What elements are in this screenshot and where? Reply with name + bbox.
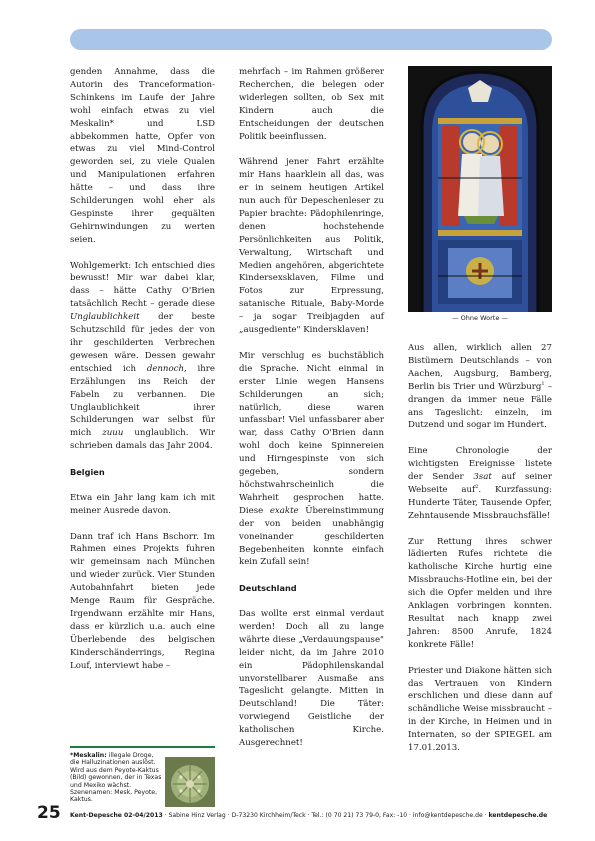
paragraph: Mir verschlug es buchstäblich die Sprache. Nicht einmal in erster Linie wegen Hansens Schilderungen an sich; natürlich, diese waren unfassbar! Viel unfassbarer aber war, dass Cathy O'Brien dann wohl doch keine Spinnereien und Hirngespinste von sich gegeben, sondern höchstwahrscheinlich die Wahrheit gesprochen hatte. Diese exakte Übereinstimmung der von beiden unabhängig voneinander geschilderten Begebenheiten konnte einfach kein Zufall sein! [239, 350, 384, 568]
paragraph: Das wollte erst einmal verdaut werden! Doch all zu lange währte diese „Verdauungspause" leider nicht, da im Jahre 2010 ein Pädophilenskandal unvorstellbarer Ausmaße ans Tageslicht gelangte. Mitten in Deutschland! Die Täter: vorwiegend Geistliche der katholischen Kirche. Ausgerechnet! [239, 609, 384, 749]
stained-glass-window-image [408, 66, 552, 312]
footnote-text: *Meskalin: illegale Droge, die Halluzinationen auslöst. Wird aus dem Peyote-Kaktus (Bild) gewonnen, der in Texas und Mexiko wächst. Szenenamen: Mesk, Peyote, Kaktus. [70, 752, 162, 804]
page-number: 25 [37, 803, 61, 823]
paragraph: Zur Rettung ihres schwer lädierten Rufes richtete die katholische Kirche hurtig eine Missbrauchs-Hotline ein, bei der sich die Opfer melden und ihre Anklagen vorbringen konnten. Resultat nach knapp zwei Jahren: 8500 Anrufe, 1824 konkrete Fälle! [408, 536, 552, 650]
footer-imprint: Kent-Depesche 02-04/2013 · Sabine Hinz Verlag · D-73230 Kirchheim/Teck · Tel.: (0 70 21) 73 79-0, Fax: -10 · info@kentdepesche.de · kentdepesche.de [70, 812, 548, 819]
section-heading-belgien: Belgien [70, 467, 105, 478]
image-caption: — Ohne Worte — [452, 314, 508, 322]
peyote-cactus-image [165, 757, 215, 807]
paragraph: Dann traf ich Hans Bschorr. Im Rahmen eines Projekts fuhren wir gemeinsam nach München und wieder zurück. Vier Stunden Autobahnfahrt bieten jede Menge Raum für Gespräche. Irgendwann erzählte mir Hans, dass er kürzlich u.a. auch eine Überlebende des belgischen Kinderschänderrings, Regina Louf, interviewt habe – [70, 531, 215, 671]
column-1 [70, 66, 215, 673]
column-3 [408, 342, 552, 755]
paragraph: Priester und Diakone hätten sich das Vertrauen von Kindern erschlichen und diese dann auf schändliche Weise missbraucht – in der Kirche, in Heimen und in Internaten, so der SPIEGEL am 17.01.2013. [408, 665, 552, 754]
paragraph: Während jener Fahrt erzählte mir Hans haarklein all das, was er in seinem heutigen Artikel nun auch für Depeschenleser zu Papier brachte: Pädophilenringe, denen hochstehende Persönlichkeiten aus Politik, Verwaltung, Wirtschaft und Medien angehören, abgerichtete Kindersexsklaven, Filme und Fotos zur Erpressung, satanische Rituale, Baby-Morde – ja sogar Treibjagden auf „ausgediente" Kindersklaven! [239, 157, 384, 336]
footer-website-link[interactable]: kentdepesche.de [488, 812, 548, 819]
header-bar [70, 29, 552, 50]
paragraph: Eine Chronologie der wichtigsten Ereignisse listete der Sender 3sat auf seiner Webseite auf$^2$. Kurzfassung: Hunderte Täter, Tausende Opfer, Zehntausende Missbrauchsfälle! [408, 446, 552, 521]
section-heading-deutschland: Deutschland [239, 583, 297, 594]
paragraph: mehrfach – im Rahmen größerer Recherchen, die belegen oder widerlegen sollten, ob Sex mit Kindern auch die Entscheidungen der deutschen Politik beeinflussen. [239, 67, 384, 142]
footnote-separator [70, 746, 215, 748]
paragraph: Etwa ein Jahr lang kam ich mit meiner Ausrede davon. [70, 492, 215, 516]
column-2 [239, 66, 384, 750]
paragraph: Aus allen, wirklich allen 27 Bistümern Deutschlands – von Aachen, Augsburg, Bamberg, Berlin bis Trier und Würzburg$^1$ – drangen da immer neue Fälle ans Tageslicht: einzeln, im Dutzend und sogar im Hundert. [408, 343, 553, 431]
paragraph: Wohlgemerkt: Ich entschied dies bewusst! Mir war dabei klar, dass – hätte Cathy O'Brien tatsächlich Recht – gerade diese Unglaublichkeit der beste Schutzschild für jedes der von ihr geschilderten Verbrechen gewesen wäre. Dessen gewahr entschied ich dennoch, ihre Erzählungen ins Reich der Fabeln zu verbannen. Die Unglaublichkeit ihrer Schilderungen war selbst für mich zuuu unglaublich. Wir schrieben damals das Jahr 2004. [70, 260, 215, 452]
paragraph: genden Annahme, dass die Autorin des Tranceformation-Schinkens im Laufe der Jahre wohl einfach etwas zu viel Meskalin* und LSD abbekommen hatte, Opfer von etwas zu viel Mind-Control geworden sei, zu viele Qualen und Manipulationen erfahren hätte – und dass ihre Schilderungen wohl eher als Gespinste ihrer gequälten Gehirnwindungen zu werten seien. [70, 67, 215, 245]
